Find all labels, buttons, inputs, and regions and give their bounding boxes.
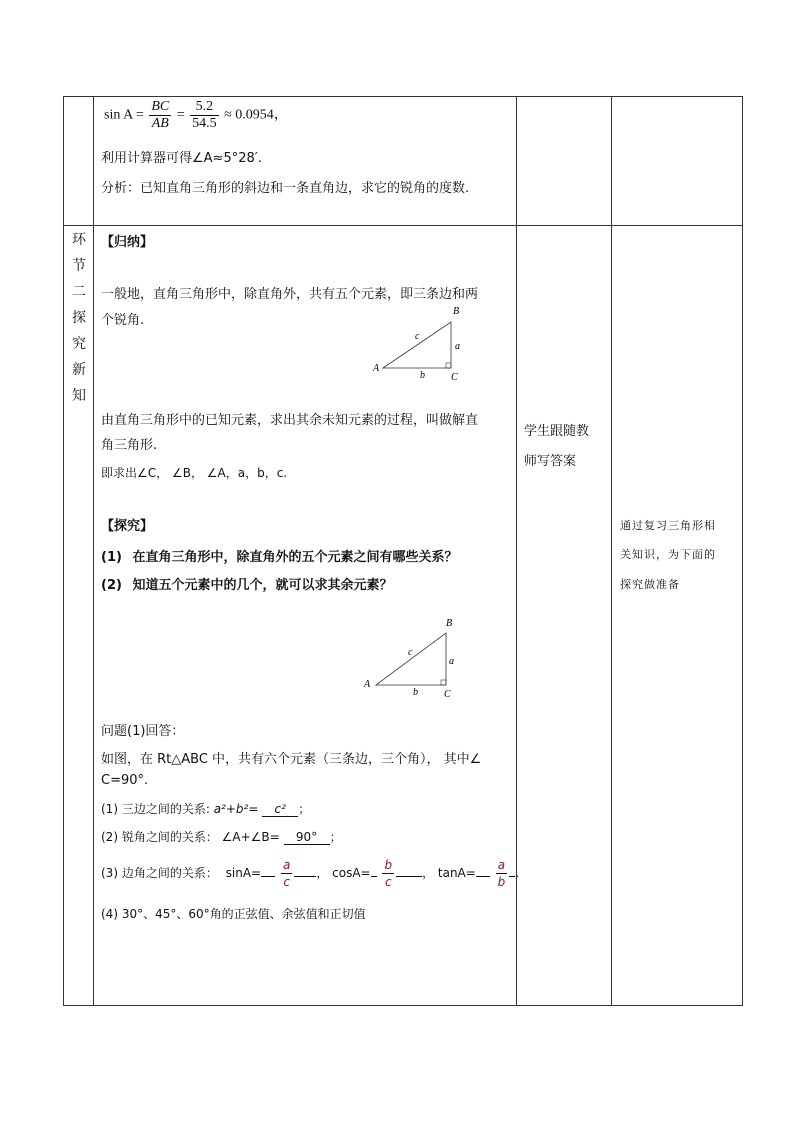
frac-num: a (282, 858, 291, 872)
summary-para1-line2: 个锐角. (101, 313, 145, 328)
relation-label: (2) 锐角之间的关系： (101, 830, 218, 844)
relation-label: (1) 三边之间的关系: (101, 802, 210, 816)
relation-angles: (2) 锐角之间的关系： ∠A+∠B= 90° ； (101, 830, 342, 844)
vertex-label-c: C (451, 372, 458, 383)
vertex-label-b: B (453, 306, 460, 317)
column-divider (611, 97, 612, 1005)
tan-formula: tanA= $\frac{a}{b}$ . (437, 858, 520, 889)
design-intent-line1: 通过复习三角形相 (620, 519, 716, 532)
triangle-shape (376, 633, 446, 685)
formula-lhs: sin A = (104, 107, 144, 123)
tan-label: tanA= (437, 866, 476, 880)
student-activity-line1: 学生跟随教 (524, 424, 590, 439)
approx-value: ≈ 0.0954， (224, 107, 288, 123)
vertex-label-a: A (373, 363, 380, 374)
frac-num: 5.2 (190, 99, 219, 116)
side-label-b: b (420, 370, 425, 381)
equals-sign: = (176, 107, 185, 123)
student-activity-line2: 师写答案 (524, 454, 577, 469)
answer-blank: c² (262, 802, 298, 817)
side-char: 知 (72, 388, 86, 404)
explore-question-1 (101, 546, 457, 565)
triangle-diagram-1 (369, 303, 479, 383)
side-label-a: a (455, 341, 460, 352)
vertex-label-b: B (446, 618, 453, 629)
row-divider (64, 225, 742, 226)
question-number: (1) (101, 550, 122, 565)
triangle-diagram-2 (356, 613, 476, 703)
side-char: 节 (72, 258, 86, 274)
side-label-a: a (449, 656, 454, 667)
right-angle-mark (441, 680, 446, 685)
side-char: 探 (72, 310, 86, 326)
cos-fraction (382, 857, 394, 890)
sin-formula: sinA= $\frac{a}{c}$ ， (225, 858, 333, 889)
summary-heading: 【归纳】 (101, 235, 154, 250)
triangle-shape (383, 322, 451, 368)
frac-num: b (384, 858, 393, 872)
question-text: 知道五个元素中的几个，就可以求其余元素？ (132, 578, 393, 593)
relation-expression: ∠A+∠B= (221, 830, 280, 844)
summary-para1-line1: 一般地，直角三角形中，除直角外，共有五个元素，即三条边和两 (101, 287, 479, 302)
side-char: 环 (72, 232, 86, 248)
design-intent-line3: 探究做准备 (620, 578, 680, 591)
side-char: 究 (72, 336, 86, 352)
cos-formula: cosA= $\frac{b}{c}$ ， (332, 858, 438, 889)
relation-expression: a²+b²= (213, 802, 259, 816)
summary-para2-line2: 角三角形. (101, 438, 158, 453)
frac-den: 54.5 (192, 116, 217, 131)
sin-fraction (281, 857, 292, 890)
explore-question-2 (101, 574, 392, 593)
answer-line-2: C=90°. (101, 773, 149, 788)
side-char: 新 (72, 362, 86, 378)
summary-para2-line1: 由直角三角形中的已知元素，求出其余未知元素的过程，叫做解直 (101, 413, 479, 428)
sin-formula (104, 99, 288, 132)
answer-line-1: 如图，在 Rt△ABC 中，共有六个元素（三条边，三个角）， 其中∠ (101, 752, 482, 767)
analysis-line: 分析：已知直角三角形的斜边和一条直角边，求它的锐角的度数. (101, 181, 470, 196)
vertex-label-c: C (444, 689, 451, 700)
vertex-label-a: A (364, 679, 371, 690)
lesson-table (63, 96, 743, 1006)
side-label-b: b (413, 687, 418, 698)
side-label-c: c (408, 647, 413, 658)
relation-sides: (1) 三边之间的关系: a²+b²= c² ； (101, 802, 311, 816)
fraction-values (190, 99, 219, 132)
tan-fraction (496, 857, 508, 890)
explore-heading: 【探究】 (101, 519, 154, 534)
relation-special-angles: (4) 30°、45°、60°角的正弦值、余弦值和正切值 (101, 907, 366, 921)
frac-den: AB (151, 116, 169, 131)
frac-den: b (497, 875, 506, 889)
calc-line: 利用计算器可得∠A≈5°28′. (101, 151, 262, 166)
relation-side-angle (101, 855, 519, 891)
summary-para3: 即求出∠C， ∠B， ∠A，a，b，c. (101, 466, 288, 480)
relation-label: (3) 边角之间的关系： (101, 866, 218, 880)
side-label-c: c (415, 331, 420, 342)
frac-den: c (283, 875, 290, 889)
side-char: 二 (72, 284, 86, 300)
cos-label: cosA= (332, 866, 371, 880)
question-text: 在直角三角形中，除直角外的五个元素之间有哪些关系？ (132, 550, 458, 565)
answer-intro: 问题(1)回答： (101, 724, 185, 739)
frac-num: a (496, 857, 508, 874)
fraction-bc-ab (149, 99, 171, 132)
sin-label: sinA= (225, 866, 262, 880)
right-angle-mark (446, 363, 451, 368)
design-intent-line2: 关知识，为下面的 (620, 548, 716, 561)
frac-num: BC (151, 99, 170, 114)
answer-blank: 90° (284, 830, 330, 845)
frac-den: c (384, 875, 392, 889)
question-number: (2) (101, 578, 122, 593)
